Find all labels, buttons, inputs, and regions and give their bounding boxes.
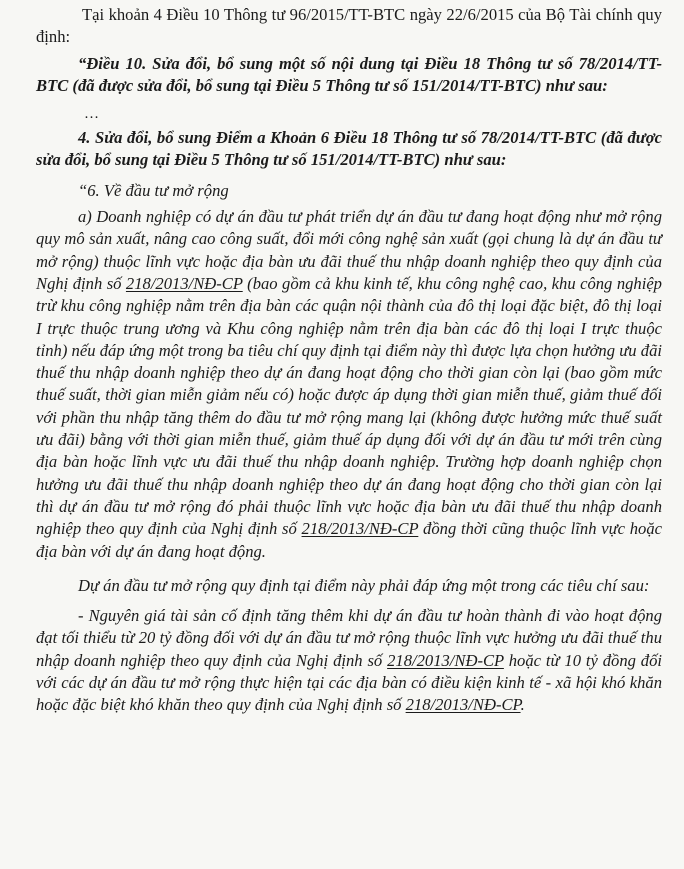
article-heading: “Điều 10. Sửa đổi, bổ sung một số nội dung tại Điều 18 Thông tư số 78/2014/TT-BTC (đã được sửa đổi, bổ sung tại Điều 5 Thông tư số 151/2014/TT-BTC) như sau:	[36, 53, 662, 95]
decree-link[interactable]: 218/2013/NĐ-CP	[125, 273, 243, 293]
section-title: “6. Về đầu tư mở rộng	[78, 180, 229, 200]
criterion-1-text-1: - Nguyên giá tài sản cố định tăng thêm khi dự án đầu tư hoàn thành đi vào hoạt động đạt tối thiểu từ 20 tỷ đồng đối với dự án đầu tư mở rộng thuộc lĩnh vực hưởng ưu đãi thuế thu nhập doanh nghiệp theo quy định của Nghị định số	[36, 606, 662, 670]
decree-link[interactable]: 218/2013/NĐ-CP	[301, 519, 419, 539]
criterion-1	[36, 605, 662, 716]
paragraph-a-text-3: đồng thời cũng thuộc lĩnh vực hoặc địa bàn với dự án đang hoạt động.	[36, 519, 662, 561]
clause-heading: 4. Sửa đổi, bổ sung Điểm a Khoản 6 Điều 18 Thông tư số 78/2014/TT-BTC (đã được sửa đổi, bổ sung tại Điều 5 Thông tư số 151/2014/TT-BTC) như sau:	[36, 128, 662, 170]
paragraph-a-text-2: (bao gồm cả khu kinh tế, khu công nghệ cao, khu công nghiệp trừ khu công nghiệp nằm trên địa bàn các quận nội thành của đô thị loại đặc biệt, đô thị loại I trực thuộc trung ương và Khu công nghiệp nằm trên địa bàn các đô thị loại I trực thuộc tỉnh) nếu đáp ứng một trong ba tiêu chí quy định tại điểm này thì được lựa chọn hưởng ưu đãi thuế thu nhập doanh nghiệp theo dự án đang hoạt động cho thời gian còn lại (bao gồm mức thuế suất, thời gian miễn giảm nếu có) hoặc được áp dụng thời gian miễn thuế, giảm thuế đối với phần thu nhập tăng thêm do đầu tư mở rộng mang lại (không được hưởng mức thuế suất ưu đãi) bằng với thời gian miễn thuế, giảm thuế áp dụng đối với dự án đầu tư mới trên cùng địa bàn hoặc lĩnh vực ưu đãi thuế thu nhập doanh nghiệp. Trường hợp doanh nghiệp chọn hưởng ưu đãi thuế thu nhập doanh nghiệp theo dự án đang hoạt động cho thời gian còn lại thì dự án đầu tư mở rộng đó phải thuộc lĩnh vực hoặc địa bàn ưu đãi thuế thu nhập doanh nghiệp theo quy định của Nghị định số	[36, 273, 662, 539]
criterion-1-text-2: hoặc từ 10 tỷ đồng đối với các dự án đầu tư mở rộng thực hiện tại các địa bàn có điều kiện kinh tế - xã hội khó khăn hoặc đặc biệt khó khăn theo quy định của Nghị định số	[36, 650, 662, 715]
criterion-1-text-3: .	[520, 695, 525, 715]
decree-link[interactable]: 218/2013/NĐ-CP	[405, 695, 521, 715]
paragraph-a	[36, 206, 662, 563]
paragraph-a-text-1: a) Doanh nghiệp có dự án đầu tư phát triển dự án đầu tư đang hoạt động như mở rộng quy mô sản xuất, nâng cao công suất, đổi mới công nghệ sản xuất (gọi chung là dự án đầu tư mở rộng) thuộc lĩnh vực hoặc địa bàn ưu đãi thuế thu nhập doanh nghiệp theo quy định của Nghị định số	[36, 207, 662, 293]
criteria-intro: Dự án đầu tư mở rộng quy định tại điểm này phải đáp ứng một trong các tiêu chí sau:	[78, 575, 650, 595]
decree-link[interactable]: 218/2013/NĐ-CP	[387, 650, 504, 670]
intro-paragraph: Tại khoản 4 Điều 10 Thông tư 96/2015/TT-BTC ngày 22/6/2015 của Bộ Tài chính quy định:	[36, 5, 662, 47]
ellipsis: …	[84, 106, 99, 123]
